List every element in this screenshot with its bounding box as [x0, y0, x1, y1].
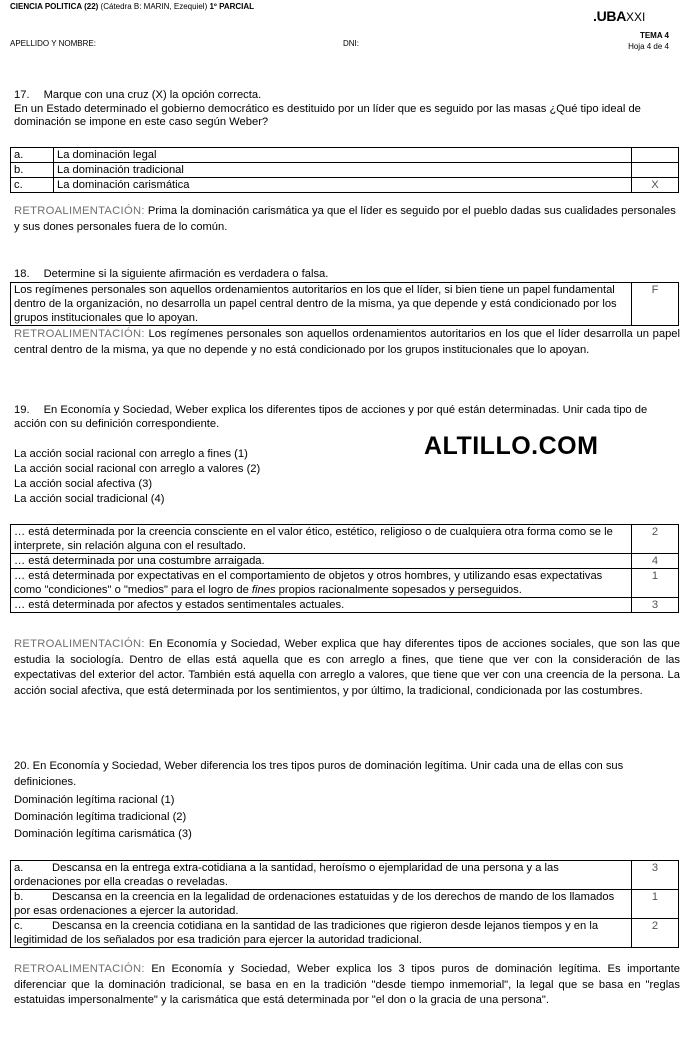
option-text: La dominación tradicional [54, 163, 632, 178]
question-18 [14, 268, 680, 282]
list-item: Dominación legítima tradicional (2) [14, 811, 187, 823]
statement-text: Los regímenes personales son aquellos ordenamientos autoritarios en los que el líder, si bien tiene un papel fundamental dentro de la organización, no desarrolla un papel central dentro de la misma, ya que depende y está condicionado por los grupos institucionales que lo apoyan. [11, 283, 632, 326]
table-row [11, 861, 679, 890]
q20-feedback [14, 962, 680, 1009]
q17-options-table [10, 147, 679, 193]
tema-block [628, 30, 669, 52]
definition-text: b. Descansa en la creencia en la legalidad de ordenaciones estatuidas y de los derechos de mando de los llamados por esas ordenaciones a ejercer la autoridad. [11, 890, 632, 919]
table-row [11, 919, 679, 948]
question-text: En un Estado determinado el gobierno democrático es destituido por un líder que es seguido por las masas ¿Qué tipo ideal de dominación se impone en este caso según Weber? [14, 102, 641, 128]
q19-feedback [14, 637, 680, 699]
definition-text: … está determinada por una costumbre arraigada. [11, 554, 632, 569]
table-row [11, 598, 679, 613]
course-title: CIENCIA POLITICA (22) [10, 2, 99, 11]
feedback-text: En Economía y Sociedad, Weber explica que hay diferentes tipos de acciones sociales, que son las que estudia la sociología. Dentro de ellas está aquella que es con arreglo a fines, que tiene que ver con la consideración de las expectativas del exterior del actor. También está aquella con arreglo a valores, que tiene que ver con una creencia de la persona. La acción social afectiva, que está determinada por los sentimientos, y por último, la tradicional, condicionada por las costumbres. [14, 638, 680, 697]
question-instruction: En Economía y Sociedad, Weber explica los diferentes tipos de acciones y por qué están determinadas. Unir cada tipo de acción con su definición correspondiente. [14, 404, 648, 430]
q17-feedback [14, 204, 680, 235]
answer-cell[interactable]: 2 [632, 919, 679, 948]
question-instruction: En Economía y Sociedad, Weber diferencia los tres tipos puros de dominación legítima. Unir cada una de ellas con sus definiciones. [14, 760, 624, 788]
option-mark[interactable] [632, 163, 679, 178]
definition-text: … está determinada por expectativas en el comportamiento de objetos y otros hombres, y utilizando esas expectativas como "condiciones" o "medios" para el logro de fines propios racionalmente sopesados y perseguidos. [11, 569, 632, 598]
table-row [11, 569, 679, 598]
option-row[interactable] [11, 148, 679, 163]
answer-cell[interactable]: F [632, 283, 679, 326]
question-17 [14, 89, 680, 130]
course-header [10, 2, 254, 11]
feedback-label: RETROALIMENTACIÓN: [14, 205, 145, 217]
catedra-label: (Cátedra B: MARIN, Ezequiel) [100, 2, 208, 11]
altillo-watermark: ALTILLO.COM [424, 432, 599, 460]
page-indicator: Hoja 4 de 4 [628, 42, 669, 51]
answer-cell[interactable]: 3 [632, 598, 679, 613]
name-label: APELLIDO Y NOMBRE: [10, 39, 96, 48]
q20-match-table [10, 860, 679, 948]
list-item: La acción social afectiva (3) [14, 478, 153, 490]
q19-match-table [10, 524, 679, 613]
table-row [11, 525, 679, 554]
option-key: a. [11, 148, 54, 163]
table-row [11, 554, 679, 569]
dni-label: DNI: [343, 39, 359, 48]
statement-row [11, 283, 679, 326]
answer-cell[interactable]: 1 [632, 569, 679, 598]
question-19 [14, 404, 680, 431]
q20-types-list [14, 792, 192, 843]
feedback-label: RETROALIMENTACIÓN: [14, 638, 145, 650]
answer-cell[interactable]: 4 [632, 554, 679, 569]
question-number: 18. [14, 268, 30, 280]
q19-types-list [14, 447, 260, 507]
list-item: La acción social tradicional (4) [14, 493, 165, 505]
option-mark[interactable]: X [632, 178, 679, 193]
list-item: La acción social racional con arreglo a valores (2) [14, 463, 261, 475]
question-number: 19. [14, 404, 30, 416]
q18-statement-table [10, 282, 679, 326]
question-number: 20. [14, 760, 30, 772]
list-item: La acción social racional con arreglo a fines (1) [14, 448, 248, 460]
option-text: La dominación legal [54, 148, 632, 163]
q18-feedback [14, 327, 680, 358]
answer-cell[interactable]: 2 [632, 525, 679, 554]
table-row [11, 890, 679, 919]
option-key: c. [11, 178, 54, 193]
definition-text: a. Descansa en la entrega extra-cotidiana a la santidad, heroísmo o ejemplaridad de una persona y a las ordenaciones por ella creadas o reveladas. [11, 861, 632, 890]
definition-text: … está determinada por la creencia consciente en el valor ético, estético, religioso o de cualquiera otra forma como se le interprete, sin relación alguna con el resultado. [11, 525, 632, 554]
option-row[interactable] [11, 178, 679, 193]
question-instruction: Determine si la siguiente afirmación es verdadera o falsa. [43, 268, 329, 280]
option-row[interactable] [11, 163, 679, 178]
tema-label: TEMA 4 [639, 31, 669, 40]
list-item: Dominación legítima carismática (3) [14, 828, 192, 840]
answer-cell[interactable]: 3 [632, 861, 679, 890]
feedback-text: Los regímenes personales son aquellos ordenamientos autoritarios en los que el líder desarrolla un papel central dentro de la misma, ya que no depende y no está condicionado por los grupos institucionales que lo apoyan. [14, 328, 680, 356]
option-text: La dominación carismática [54, 178, 632, 193]
answer-cell[interactable]: 1 [632, 890, 679, 919]
question-number: 17. [14, 89, 30, 101]
definition-text: c. Descansa en la creencia cotidiana en la santidad de las tradiciones que rigieron desde lejanos tiempos y en la legitimidad de los señalados por esa tradición para ejercer la autoridad tradicional. [11, 919, 632, 948]
definition-text: … está determinada por afectos y estados sentimentales actuales. [11, 598, 632, 613]
feedback-text: En Economía y Sociedad, Weber explica los 3 tipos puros de dominación legítima. Es importante diferenciar que la dominación tradicional, se basa en en la tradición "desde tiempo inmemorial", la legal que se basa en "reglas estatuidas impersonalmente" y la carismática que está determinada por "el don o la gracia de una persona". [14, 963, 681, 1006]
uba-xxi-logo: .UBAXXI [593, 8, 646, 24]
list-item: Dominación legítima racional (1) [14, 794, 175, 806]
feedback-label: RETROALIMENTACIÓN: [14, 328, 145, 340]
option-key: b. [11, 163, 54, 178]
question-instruction: Marque con una cruz (X) la opción correcta. [43, 89, 262, 101]
feedback-text: Prima la dominación carismática ya que el líder es seguido por el pueblo dadas sus cualidades personales y sus dones personales fuera de lo común. [14, 205, 676, 233]
question-20 [14, 758, 680, 790]
feedback-label: RETROALIMENTACIÓN: [14, 963, 145, 975]
option-mark[interactable] [632, 148, 679, 163]
exam-label: 1º PARCIAL [209, 2, 255, 11]
